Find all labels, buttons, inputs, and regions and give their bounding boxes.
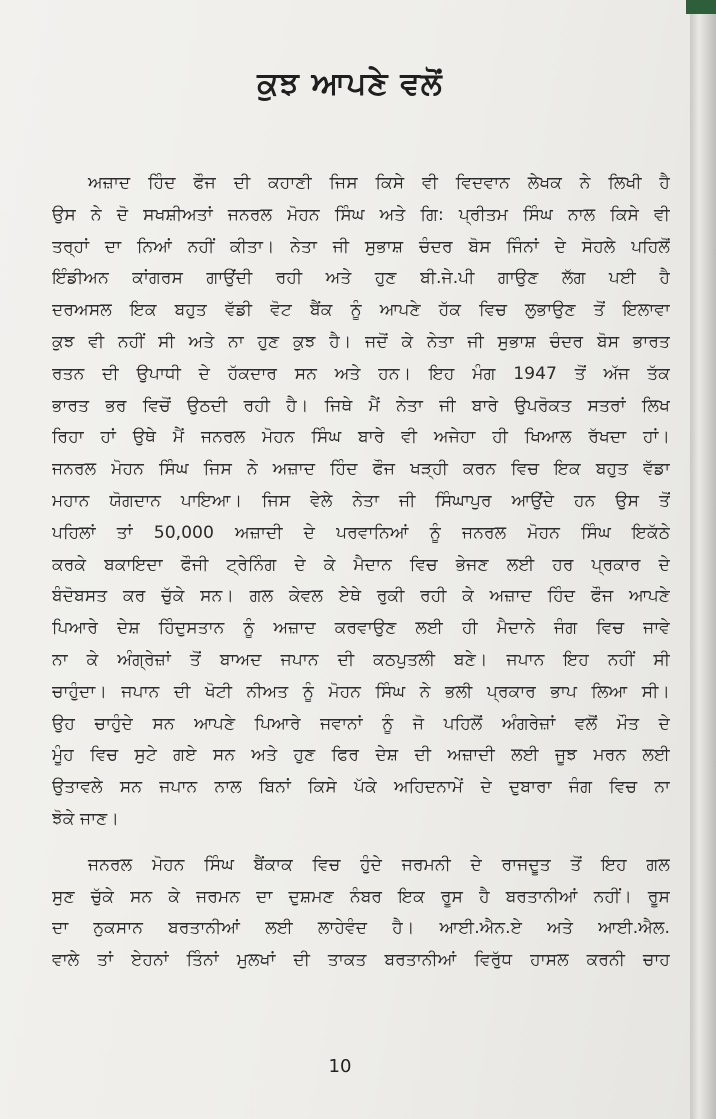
paragraph-2 [52, 850, 670, 977]
text-line: ਦਰਅਸਲ ਇਕ ਬਹੁਤ ਵੱਡੀ ਵੋਟ ਬੈਂਕ ਨੂੰ ਆਪਣੇ ਹੱਕ ਵਿਚ ਲੁਭਾਉਣ ਤੋਂ ਇਲਾਵਾ [52, 300, 670, 321]
text-line: ਮੂੰਹ ਵਿਚ ਸੁਟੇ ਗਏ ਸਨ ਅਤੇ ਹੁਣ ਫਿਰ ਦੇਸ਼ ਦੀ ਅਜ਼ਾਦੀ ਲਈ ਜੂਝ ਮਰਨ ਲਈ [52, 745, 670, 766]
text-line: ਉਹ ਚਾਹੁੰਦੇ ਸਨ ਆਪਣੇ ਪਿਆਰੇ ਜਵਾਨਾਂ ਨੂੰ ਜੋ ਪਹਿਲੋਂ ਅੰਗਰੇਜ਼ਾਂ ਵਲੋਂ ਮੌਤ ਦੇ [52, 713, 670, 734]
text-line: ਜਨਰਲ ਮੋਹਨ ਸਿੰਘ ਬੈਂਕਾਕ ਵਿਚ ਹੁੰਦੇ ਜਰਮਨੀ ਦੇ ਰਾਜਦੂਤ ਤੋਂ ਇਹ ਗਲ [88, 854, 670, 875]
text-line: ਭਾਰਤ ਭਰ ਵਿਚੋਂ ਉਠਦੀ ਰਹੀ ਹੈ। ਜਿਥੇ ਮੈਂ ਨੇਤਾ ਜੀ ਬਾਰੇ ਉਪਰੋਕਤ ਸਤਰਾਂ ਲਿਖ [52, 395, 670, 416]
text-line: ਤਰ੍ਹਾਂ ਦਾ ਨਿਆਂ ਨਹੀਂ ਕੀਤਾ। ਨੇਤਾ ਜੀ ਸੁਭਾਸ਼ ਚੰਦਰ ਬੋਸ ਜਿੰਨਾਂ ਦੇ ਸੋਹਲੇ ਪਹਿਲੋਂ [52, 236, 670, 257]
text-line: ਸੁਣ ਚੁੱਕੇ ਸਨ ਕੇ ਜਰਮਨ ਦਾ ਦੁਸ਼ਮਣ ਨੰਬਰ ਇਕ ਰੂਸ ਹੈ ਬਰਤਾਨੀਆਂ ਨਹੀਂ। ਰੂਸ [52, 886, 670, 907]
text-line: ਪਿਆਰੇ ਦੇਸ਼ ਹਿੰਦੁਸਤਾਨ ਨੂੰ ਅਜ਼ਾਦ ਕਰਵਾਉਣ ਲਈ ਹੀ ਮੈਦਾਨੇ ਜੰਗ ਵਿਚ ਜਾਵੇ [52, 618, 670, 639]
body-text [52, 168, 670, 977]
text-line: ਇੰਡੀਅਨ ਕਾਂਗਰਸ ਗਾਉਂਦੀ ਰਹੀ ਅਤੇ ਹੁਣ ਬੀ.ਜੇ.ਪੀ ਗਾਉਣ ਲੱਗ ਪਈ ਹੈ [52, 268, 670, 289]
text-line: ਚਾਹੁੰਦਾ। ਜਪਾਨ ਦੀ ਖੋਟੀ ਨੀਅਤ ਨੂੰ ਮੋਹਨ ਸਿੰਘ ਨੇ ਭਲੀ ਪ੍ਰਕਾਰ ਭਾਪ ਲਿਆ ਸੀ। [52, 681, 670, 702]
text-line: ਝੋਕੇ ਜਾਣ। [52, 808, 119, 829]
text-line: ਉਤਾਵਲੇ ਸਨ ਜਪਾਨ ਨਾਲ ਬਿਨਾਂ ਕਿਸੇ ਪੱਕੇ ਅਹਿਦਨਾਮੇਂ ਦੇ ਦੁਬਾਰਾ ਜੰਗ ਵਿਚ ਨਾ [52, 777, 670, 798]
paragraph-1 [52, 168, 670, 836]
page-number: 10 [328, 1056, 352, 1077]
text-line: ਰਤਨ ਦੀ ਉਪਾਧੀ ਦੇ ਹੱਕਦਾਰ ਸਨ ਅਤੇ ਹਨ। ਇਹ ਮੰਗ 1947 ਤੋਂ ਅੱਜ ਤੱਕ [52, 363, 670, 384]
text-line: ਦਾ ਨੁਕਸਾਨ ਬਰਤਾਨੀਆਂ ਲਈ ਲਾਹੇਵੰਦ ਹੈ। ਆਈ.ਐਨ.ਏ ਅਤੇ ਆਈ.ਐਲ. [52, 918, 670, 939]
text-line: ਵਾਲੇ ਤਾਂ ਏਹਨਾਂ ਤਿੰਨਾਂ ਮੁਲਖਾਂ ਦੀ ਤਾਕਤ ਬਰਤਾਨੀਆਂ ਵਿਰੁੱਧ ਹਾਸਲ ਕਰਨੀ ਚਾਹ [52, 950, 670, 971]
text-line: ਕਰਕੇ ਬਕਾਇਦਾ ਫੌਜੀ ਟ੍ਰੇਨਿੰਗ ਦੇ ਕੇ ਮੈਦਾਨ ਵਿਚ ਭੇਜਣ ਲਈ ਹਰ ਪ੍ਰਕਾਰ ਦੇ [52, 554, 670, 575]
page-edge [690, 0, 716, 1119]
text-line: ਬੰਦੋਬਸਤ ਕਰ ਚੁੱਕੇ ਸਨ। ਗਲ ਕੇਵਲ ਏਥੇ ਰੁਕੀ ਰਹੀ ਕੇ ਅਜ਼ਾਦ ਹਿੰਦ ਫੌਜ ਆਪਣੇ [52, 586, 670, 607]
text-line: ਪਹਿਲਾਂ ਤਾਂ 50,000 ਅਜ਼ਾਦੀ ਦੇ ਪਰਵਾਨਿਆਂ ਨੂੰ ਜਨਰਲ ਮੋਹਨ ਸਿੰਘ ਇਕੱਠੇ [52, 522, 670, 543]
text-line: ਨਾ ਕੇ ਅੰਗ੍ਰੇਜ਼ਾਂ ਤੋਂ ਬਾਅਦ ਜਪਾਨ ਦੀ ਕਠਪੁਤਲੀ ਬਣੇ। ਜਪਾਨ ਇਹ ਨਹੀਂ ਸੀ [52, 649, 670, 670]
text-line: ਜਨਰਲ ਮੋਹਨ ਸਿੰਘ ਜਿਸ ਨੇ ਅਜ਼ਾਦ ਹਿੰਦ ਫੌਜ ਖੜ੍ਹੀ ਕਰਨ ਵਿਚ ਇਕ ਬਹੁਤ ਵੱਡਾ [52, 459, 670, 480]
page-title: ਕੁਝ ਆਪਣੇ ਵਲੋਂ [257, 66, 443, 102]
text-line: ਮਹਾਨ ਯੋਗਦਾਨ ਪਾਇਆ। ਜਿਸ ਵੇਲੇ ਨੇਤਾ ਜੀ ਸਿੰਘਾਪੁਰ ਆਉਂਦੇ ਹਨ ਉਸ ਤੋਂ [52, 490, 670, 511]
text-line: ਕੁਝ ਵੀ ਨਹੀਂ ਸੀ ਅਤੇ ਨਾ ਹੁਣ ਕੁਝ ਹੈ। ਜਦੋਂ ਕੇ ਨੇਤਾ ਜੀ ਸੁਭਾਸ਼ ਚੰਦਰ ਬੋਸ ਭਾਰਤ [52, 331, 670, 352]
text-line: ਰਿਹਾ ਹਾਂ ਉਥੇ ਮੈਂ ਜਨਰਲ ਮੋਹਨ ਸਿੰਘ ਬਾਰੇ ਵੀ ਅਜੇਹਾ ਹੀ ਖਿਆਲ ਰੱਖਦਾ ਹਾਂ। [52, 427, 670, 448]
book-cover-corner [686, 0, 716, 14]
paragraph-gap [52, 836, 670, 850]
text-line: ਉਸ ਨੇ ਦੋ ਸਖਸ਼ੀਅਤਾਂ ਜਨਰਲ ਮੋਹਨ ਸਿੰਘ ਅਤੇ ਗਿ: ਪ੍ਰੀਤਮ ਸਿੰਘ ਨਾਲ ਕਿਸੇ ਵੀ [52, 204, 670, 225]
text-line: ਅਜ਼ਾਦ ਹਿੰਦ ਫੌਜ ਦੀ ਕਹਾਣੀ ਜਿਸ ਕਿਸੇ ਵੀ ਵਿਦਵਾਨ ਲੇਖਕ ਨੇ ਲਿਖੀ ਹੈ [88, 173, 670, 193]
